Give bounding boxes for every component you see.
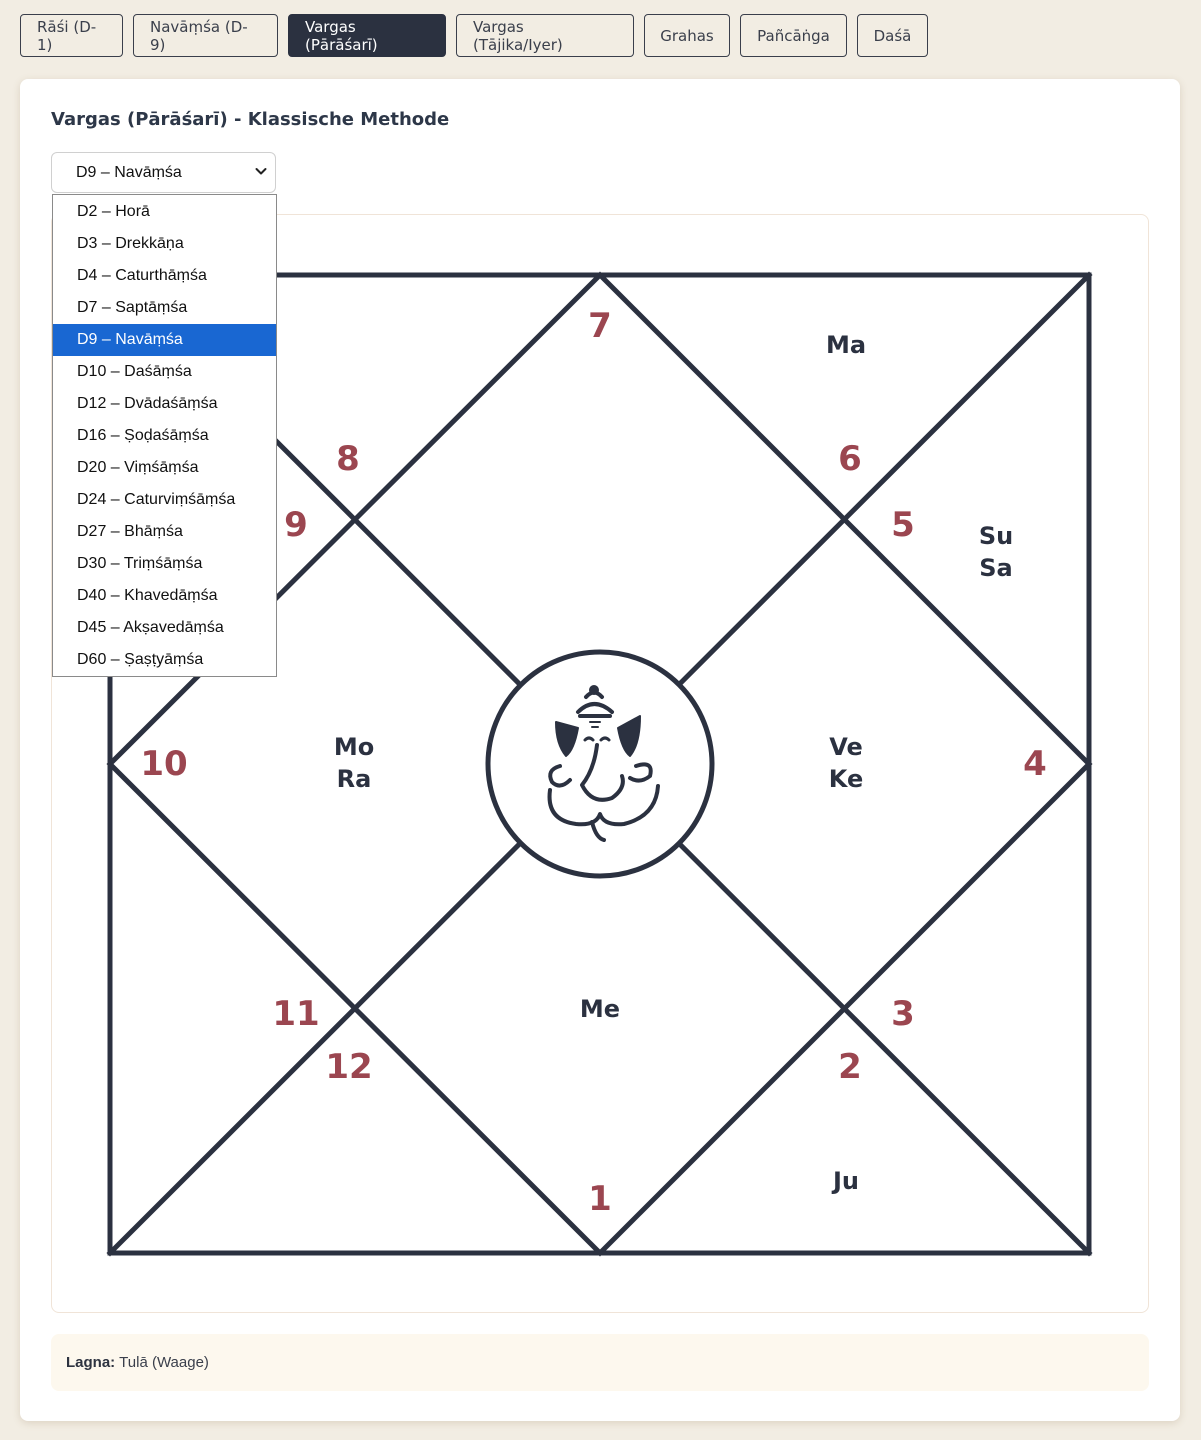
house-number-8: 8: [336, 439, 360, 479]
house-number-1: 1: [588, 1179, 612, 1219]
planet-mars: Ma: [825, 331, 867, 359]
option-d40[interactable]: D40 – Khavedāṃśa: [77, 587, 218, 604]
house-number-3: 3: [891, 994, 915, 1034]
house-number-7: 7: [588, 306, 612, 346]
option-d9[interactable]: D9 – Navāṃśa: [53, 324, 276, 356]
chevron-down-icon: [253, 163, 269, 179]
varga-dropdown-list: [52, 194, 277, 677]
planet-ketu: Ke: [828, 765, 864, 793]
tab-pancanga[interactable]: Pañcāṅga: [740, 14, 847, 57]
tab-vargas-tajika[interactable]: Vargas (Tājika/Iyer): [456, 14, 634, 57]
option-d4[interactable]: D4 – Caturthāṃśa: [77, 267, 207, 284]
lagna-label: Lagna:: [66, 1354, 116, 1371]
tab-grahas[interactable]: Grahas: [644, 14, 730, 57]
option-d20[interactable]: D20 – Viṃśāṃśa: [77, 459, 199, 476]
option-d3[interactable]: D3 – Drekkāṇa: [77, 235, 184, 252]
house-number-12: 12: [325, 1047, 373, 1087]
option-d24[interactable]: D24 – Caturviṃśāṃśa: [77, 491, 236, 508]
planet-mercury: Me: [579, 995, 621, 1023]
option-d45[interactable]: D45 – Akṣavedāṃśa: [77, 619, 224, 636]
planet-jupiter: Ju: [832, 1167, 860, 1195]
house-number-6: 6: [838, 439, 862, 479]
option-d60[interactable]: D60 – Ṣaṣṭyāṃśa: [77, 651, 204, 668]
tab-vargas-parasari[interactable]: Vargas (Pārāśarī): [288, 14, 446, 57]
planet-venus: Ve: [829, 733, 863, 761]
option-d27[interactable]: D27 – Bhāṃśa: [77, 523, 183, 540]
tab-rasi[interactable]: Rāśi (D-1): [20, 14, 123, 57]
house-number-2: 2: [838, 1047, 862, 1087]
option-d2[interactable]: D2 – Horā: [77, 203, 150, 220]
house-number-10: 10: [140, 744, 188, 784]
option-d10[interactable]: D10 – Daśāṃśa: [77, 363, 192, 380]
planet-sun: Su: [978, 522, 1014, 550]
varga-select[interactable]: [51, 152, 276, 193]
option-d30[interactable]: D30 – Triṃśāṃśa: [77, 555, 203, 572]
center-circle: [488, 652, 712, 876]
planet-moon: Mo: [333, 733, 375, 761]
planet-rahu: Ra: [336, 765, 372, 793]
house-number-4: 4: [1023, 744, 1047, 784]
option-d7[interactable]: D7 – Saptāṃśa: [77, 299, 188, 316]
tab-navamsa[interactable]: Navāṃśa (D-9): [133, 14, 278, 57]
house-number-5: 5: [891, 505, 915, 545]
option-d12[interactable]: D12 – Dvādaśāṃśa: [77, 395, 218, 412]
lagna-value: Tulā (Waage): [119, 1354, 209, 1371]
lagna-info: [51, 1334, 1149, 1391]
option-d16[interactable]: D16 – Ṣoḍaśāṃśa: [77, 427, 209, 444]
planet-saturn: Sa: [979, 554, 1013, 582]
tab-dasa[interactable]: Daśā: [857, 14, 928, 57]
panel-title: Vargas (Pārāśarī) - Klassische Methode: [51, 109, 450, 130]
varga-select-value: D9 – Navāṃśa: [76, 163, 182, 181]
house-number-11: 11: [272, 994, 320, 1034]
house-number-9: 9: [284, 505, 308, 545]
